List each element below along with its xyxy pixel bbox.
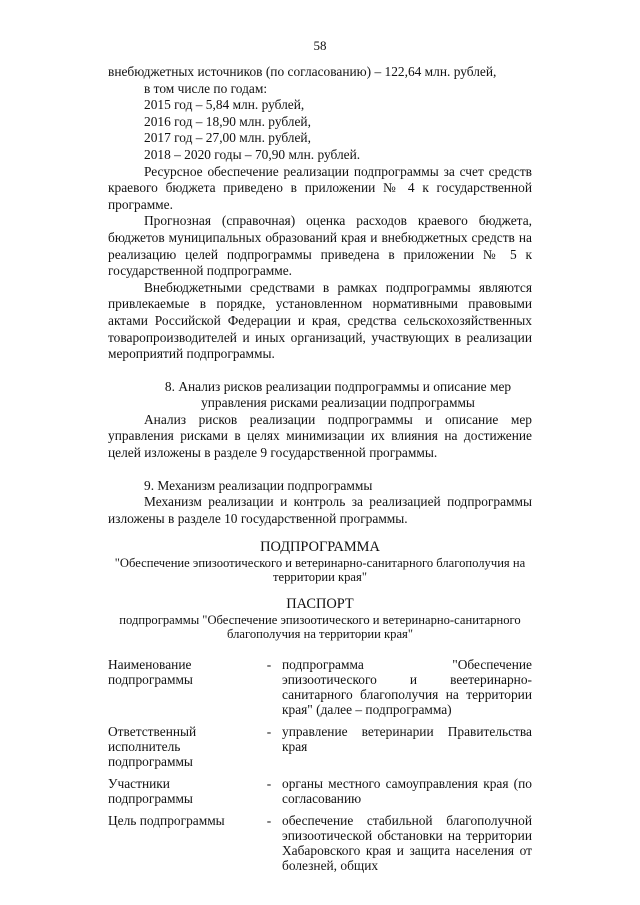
- passport-dash: -: [266, 723, 272, 739]
- passport-label: Ответственный исполнитель подпрограммы: [108, 723, 197, 769]
- funds-line-2017: 2017 год – 27,00 млн. рублей,: [144, 130, 311, 146]
- passport-subtitle: подпрограммы "Обеспечение эпизоотического и ветеринарно-санитарного благополучия на территории края": [119, 612, 521, 641]
- subprogram-name: "Обеспечение эпизоотического и ветеринарно-санитарного благополучия на территории края": [114, 556, 526, 585]
- passport-dash: -: [266, 812, 272, 828]
- funds-line-2015: 2015 год – 5,84 млн. рублей,: [144, 97, 305, 113]
- passport-label: Наименование подпрограммы: [108, 656, 193, 687]
- passport-label: Участники подпрограммы: [108, 775, 193, 806]
- passport-heading: ПАСПОРТ: [286, 596, 354, 613]
- funds-line-2018-2020: 2018 – 2020 годы – 70,90 млн. рублей.: [144, 146, 361, 162]
- funds-line-2016: 2016 год – 18,90 млн. рублей,: [144, 113, 311, 129]
- section-8-title: 8. Анализ рисков реализации подпрограммы и описание мер управления рисками реализации подпрограммы: [164, 378, 512, 411]
- paragraph-offbudget: Внебюджетными средствами в рамках подпрограммы являются привлекаемые в порядке, установленном нормативными правовыми актами Российской Федерации и края, средства сельскохозяйственных товаропроизводителей и иных организаций, участвующих в реализации мероприятий подпрограммы.: [108, 279, 532, 362]
- funds-line-offbudget: внебюджетных источников (по согласованию) – 122,64 млн. рублей,: [108, 64, 497, 79]
- passport-row: [108, 724, 532, 776]
- section-8-text: Анализ рисков реализации подпрограммы и описание мер управления рисками в целях минимизации их влияния на достижение целей изложены в разделе 9 государственной программы.: [108, 411, 532, 461]
- passport-value: подпрограмма "Обеспечение эпизоотического и веетеринарно-санитарного благополучия на территории края" (далее – подпрограмма): [282, 656, 532, 717]
- page-content: [108, 64, 532, 880]
- passport-value: органы местного самоуправления края (по согласованию: [282, 775, 532, 806]
- funds-line-by-years: в том числе по годам:: [144, 80, 268, 96]
- passport-row: [108, 776, 532, 813]
- passport-dash: -: [266, 775, 272, 791]
- passport-row: [108, 813, 532, 880]
- passport-row: [108, 657, 532, 724]
- passport-label: Цель подпрограммы: [108, 812, 225, 828]
- paragraph-forecast: Прогнозная (справочная) оценка расходов краевого бюджета, бюджетов муниципальных образований края и внебюджетных средств на реализацию целей подпрограммы приведена в приложении № 5 к государственной подпрограмме.: [108, 213, 532, 279]
- section-9-text: Механизм реализации и контроль за реализацией подпрограммы изложены в разделе 10 государственной программы.: [108, 494, 532, 526]
- passport-value: управление ветеринарии Правительства края: [282, 723, 532, 754]
- subprogram-heading: ПОДПРОГРАММА: [260, 539, 380, 556]
- passport-value: обеспечение стабильной благополучной эпизоотической обстановки на территории Хабаровского края и защита населения от болезней, общих: [282, 812, 532, 873]
- passport-table: [108, 657, 532, 880]
- section-9-title: 9. Механизм реализации подпрограммы: [144, 477, 373, 493]
- page-number: 58: [313, 38, 327, 53]
- paragraph-resource: Ресурсное обеспечение реализации подпрограммы за счет средств краевого бюджета приведено в приложении № 4 к государственной программе.: [108, 163, 532, 212]
- passport-dash: -: [266, 656, 272, 672]
